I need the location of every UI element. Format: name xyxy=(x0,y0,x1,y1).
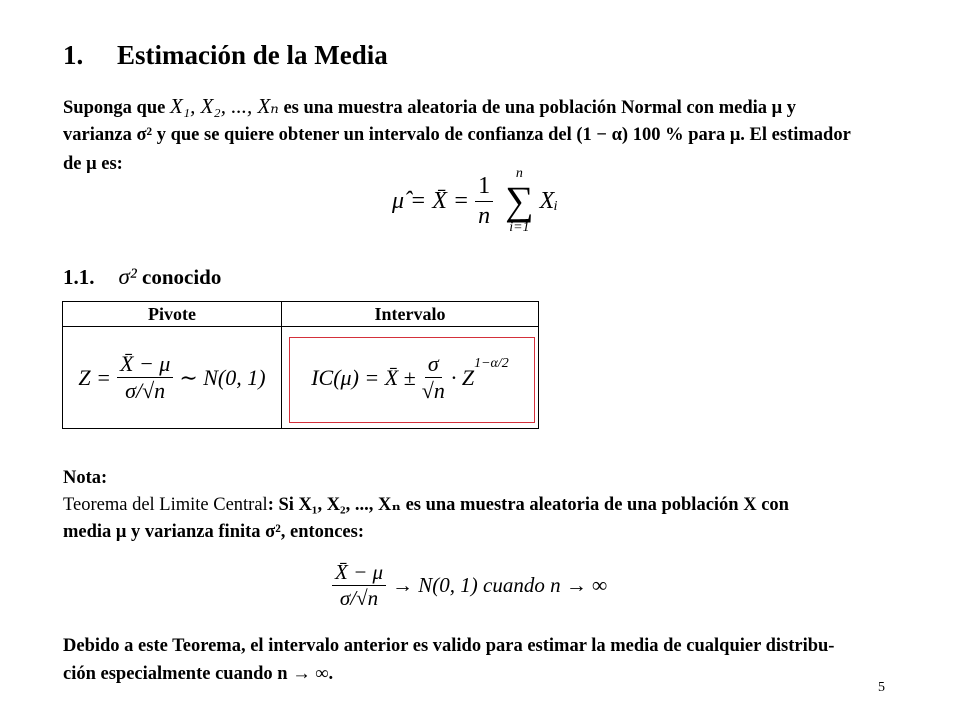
clt-equation xyxy=(326,560,607,611)
subsection-text: conocido xyxy=(142,265,222,289)
estimator-num: 1 xyxy=(475,172,493,202)
note-line-1 xyxy=(63,491,789,520)
intro-math-sample: X₁, X₂, ..., Xₙ xyxy=(169,94,279,118)
page-number: 5 xyxy=(878,680,885,695)
interval-highlight-box xyxy=(289,337,535,423)
pivot-lhs: Z = xyxy=(78,364,111,390)
estimator-rhs: Xᵢ xyxy=(539,187,559,214)
clt-fraction xyxy=(332,560,386,611)
section-heading-text: Estimación de la Media xyxy=(117,40,388,70)
pivot-fraction xyxy=(117,351,173,405)
intro-line-2: varianza σ² y que se quiere obtener un intervalo de confianza del (1 − α) 100 % para μ. El estimador xyxy=(63,125,851,145)
clt-rhs: → N(0, 1) cuando n → ∞ xyxy=(392,573,608,598)
interval-den: √n xyxy=(421,378,445,403)
note-line-2: media μ y varianza finita σ², entonces: xyxy=(63,522,364,542)
interval-subscript: 1−α/2 xyxy=(474,356,509,372)
subsection-title xyxy=(63,264,221,290)
table-header-intervalo: Intervalo xyxy=(282,302,539,327)
pivot-formula xyxy=(63,351,281,405)
clt-den: σ/√n xyxy=(339,586,379,611)
note-title: Nota: xyxy=(63,468,108,488)
subsection-number: 1.1. xyxy=(63,265,95,289)
interval-lhs: IC(μ) = X̄ ± xyxy=(311,364,416,390)
pivot-den: σ/√n xyxy=(125,378,166,403)
note-theorem-name: Teorema del Limite Central xyxy=(63,495,268,515)
intro-text-b: es una muestra aleatoria de una población Normal con media μ y xyxy=(283,98,796,118)
closing-line-2: ción especialmente cuando n → ∞. xyxy=(63,664,334,684)
section-number: 1. xyxy=(63,40,84,70)
sum-upper-limit: n xyxy=(515,166,523,181)
table-header-pivote: Pivote xyxy=(63,302,282,327)
estimator-equation xyxy=(392,168,558,234)
intro-text-a: Suponga que xyxy=(63,98,166,118)
estimator-lhs: μ̂ = X̄ = xyxy=(392,187,470,214)
closing-line-1: Debido a este Teorema, el intervalo anterior es valido para estimar la media de cualquier distribu- xyxy=(63,636,835,656)
intro-line-1 xyxy=(63,92,796,123)
pivot-cell xyxy=(63,327,282,429)
estimator-fraction xyxy=(475,172,493,231)
subsection-sigma: σ² xyxy=(118,264,137,289)
clt-num: X̄ − μ xyxy=(332,560,386,586)
interval-rhs: · Z xyxy=(450,364,475,390)
summation-symbol: n ∑ i=1 xyxy=(505,166,534,235)
section-title xyxy=(63,40,388,71)
interval-num: σ xyxy=(425,351,442,378)
note-line-1-rest: : Si X₁, X₂, ..., Xₙ es una muestra aleatoria de una población X con xyxy=(267,495,789,515)
pivot-rhs: ∼ N(0, 1) xyxy=(179,364,266,390)
sum-lower-limit: i=1 xyxy=(509,220,530,235)
intro-line-3: de μ es: xyxy=(63,154,123,174)
estimator-den: n xyxy=(478,202,491,229)
pivot-num: X̄ − μ xyxy=(117,351,173,378)
